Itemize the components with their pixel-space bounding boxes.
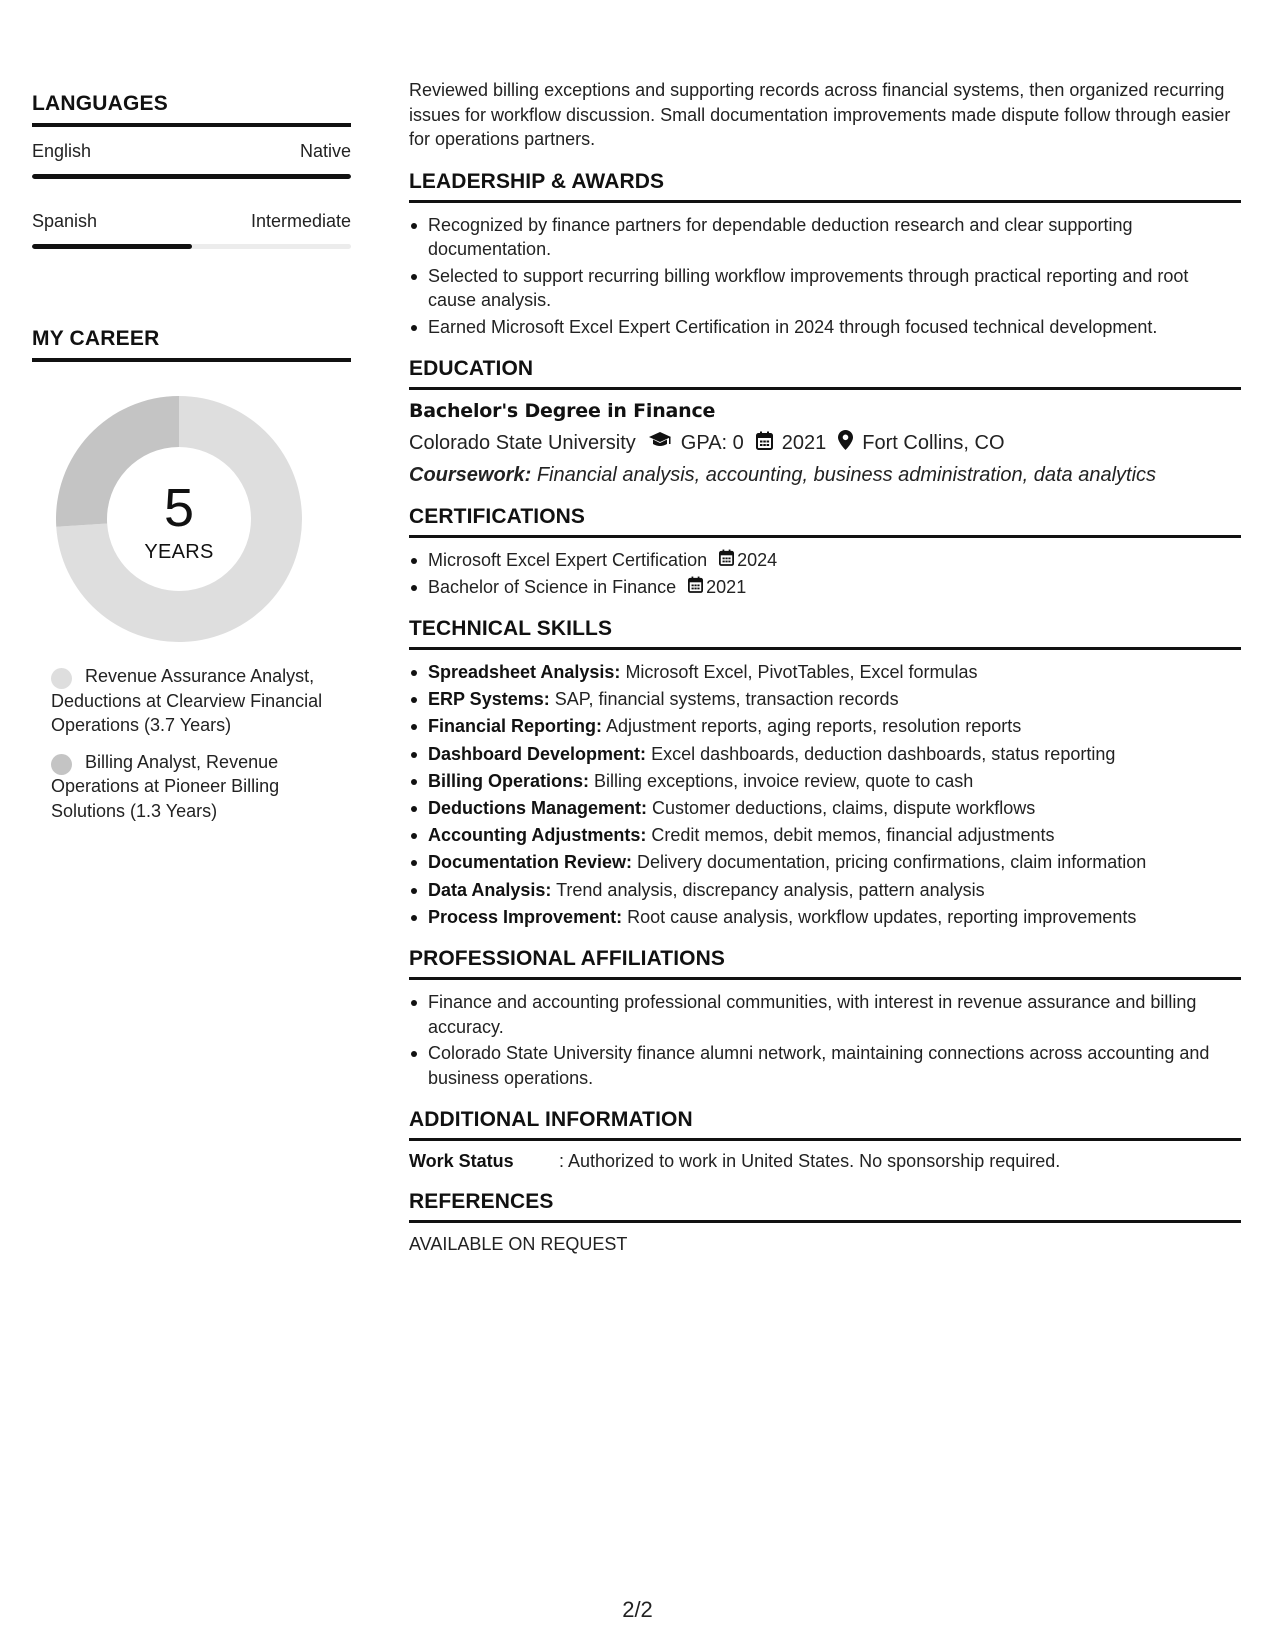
skill-item	[409, 769, 1241, 794]
skill-key: Accounting Adjustments:	[428, 825, 647, 846]
legend-dot-icon	[51, 754, 72, 775]
skill-value: Adjustment reports, aging reports, resolution reports	[606, 716, 1022, 737]
language-level: Native	[299, 141, 351, 161]
language-name: English	[32, 141, 92, 161]
skill-value: Customer deductions, claims, dispute workflows	[652, 797, 1036, 818]
language-proficiency-bar	[32, 174, 351, 179]
list-item: Selected to support recurring billing workflow improvements through practical reporting and root cause analysis.	[409, 264, 1241, 313]
skill-item	[409, 742, 1241, 767]
skill-value: Trend analysis, discrepancy analysis, pattern analysis	[556, 879, 985, 900]
career-donut-chart	[56, 396, 302, 642]
language-proficiency-fill	[32, 244, 192, 249]
skill-key: Process Improvement:	[428, 906, 623, 927]
language-item	[32, 141, 351, 179]
languages-list	[32, 141, 351, 249]
language-item	[32, 211, 351, 249]
education-degree: Bachelor's Degree in Finance	[409, 400, 716, 422]
skill-key: Deductions Management:	[428, 797, 648, 818]
references-heading: REFERENCES	[409, 1190, 1241, 1223]
certifications-list	[409, 548, 1241, 599]
career-legend-item	[51, 750, 341, 824]
list-item	[409, 548, 1241, 573]
experience-continued-text: Reviewed billing exceptions and supporting records across financial systems, then organized recurring issues for workflow discussion. Small documentation improvements made dispute follow through easier for operations partners.	[409, 80, 1231, 149]
skill-key: Billing Operations:	[428, 770, 590, 791]
work-status-label: Work Status	[409, 1151, 514, 1172]
references-text: AVAILABLE ON REQUEST	[409, 1234, 628, 1255]
list-item	[409, 575, 1241, 600]
coursework-label: Coursework:	[409, 464, 532, 486]
leadership-list	[409, 213, 1241, 340]
skill-item	[409, 687, 1241, 712]
career-total-unit: YEARS	[144, 540, 214, 563]
skill-item	[409, 660, 1241, 685]
skill-value: Credit memos, debit memos, financial adjustments	[651, 825, 1055, 846]
skill-key: Dashboard Development:	[428, 743, 647, 764]
graduation-cap-icon	[648, 431, 672, 455]
technical-skills-list	[409, 660, 1241, 929]
skill-item	[409, 823, 1241, 848]
work-status-value: : Authorized to work in United States. No sponsorship required.	[559, 1151, 1061, 1172]
skill-key: Documentation Review:	[428, 852, 633, 873]
language-proficiency-fill	[32, 174, 351, 179]
certifications-heading: CERTIFICATIONS	[409, 505, 1241, 538]
right-column	[409, 78, 1241, 1255]
legend-dot-icon	[51, 668, 72, 689]
skill-value: Billing exceptions, invoice review, quote to cash	[594, 770, 974, 791]
education-coursework	[409, 464, 1241, 487]
certification-name: Bachelor of Science in Finance	[428, 576, 677, 597]
career-role-label: Revenue Assurance Analyst, Deductions at Clearview Financial Operations (3.7 Years)	[51, 666, 323, 735]
language-proficiency-bar	[32, 244, 351, 249]
certification-year: 2021	[706, 576, 747, 597]
list-item: Recognized by finance partners for dependable deduction research and clear supporting documentation.	[409, 213, 1241, 262]
list-item: Finance and accounting professional communities, with interest in revenue assurance and billing accuracy.	[409, 990, 1241, 1039]
calendar-icon	[719, 548, 734, 573]
skill-item	[409, 878, 1241, 903]
skill-item	[409, 905, 1241, 930]
technical-skills-heading: TECHNICAL SKILLS	[409, 617, 1241, 650]
career-legend	[51, 664, 341, 823]
skill-value: Root cause analysis, workflow updates, reporting improvements	[627, 906, 1137, 927]
left-column	[32, 92, 351, 835]
education-heading: EDUCATION	[409, 357, 1241, 390]
career-legend-item	[51, 664, 341, 738]
education-year: 2021	[781, 431, 827, 454]
language-level: Intermediate	[250, 211, 351, 231]
certification-year: 2024	[737, 550, 778, 570]
skill-key: Financial Reporting:	[428, 716, 603, 737]
education-school: Colorado State University	[409, 431, 636, 454]
skill-value: SAP, financial systems, transaction records	[554, 689, 899, 710]
skill-item	[409, 850, 1241, 875]
work-status-row	[409, 1151, 1241, 1172]
language-name: Spanish	[32, 211, 98, 231]
career-role-label: Billing Analyst, Revenue Operations at Pioneer Billing Solutions (1.3 Years)	[51, 751, 280, 821]
skill-key: Data Analysis:	[428, 879, 552, 900]
education-gpa: GPA: 0	[680, 431, 744, 454]
coursework-text: Financial analysis, accounting, business administration, data analytics	[536, 464, 1157, 486]
career-heading: MY CAREER	[32, 327, 351, 362]
list-item: Colorado State University finance alumni network, maintaining connections across accounting and business operations.	[409, 1041, 1241, 1090]
skill-key: Spreadsheet Analysis:	[428, 662, 621, 682]
education-location: Fort Collins, CO	[862, 431, 1005, 454]
page-number: 2/2	[622, 1597, 653, 1622]
list-item: Earned Microsoft Excel Expert Certification in 2024 through focused technical development.	[409, 315, 1241, 340]
skill-value: Delivery documentation, pricing confirmations, claim information	[637, 852, 1147, 873]
certification-name: Microsoft Excel Expert Certification	[428, 550, 708, 570]
skill-key: ERP Systems:	[428, 689, 550, 710]
career-total-years: 5	[163, 477, 195, 538]
additional-info-heading: ADDITIONAL INFORMATION	[409, 1108, 1241, 1141]
leadership-heading: LEADERSHIP & AWARDS	[409, 170, 1241, 203]
skill-item	[409, 796, 1241, 821]
affiliations-list	[409, 990, 1241, 1090]
location-pin-icon	[838, 430, 853, 456]
education-details	[409, 430, 1241, 456]
affiliations-heading: PROFESSIONAL AFFILIATIONS	[409, 947, 1241, 980]
calendar-icon	[688, 575, 703, 600]
languages-heading: LANGUAGES	[32, 92, 351, 127]
skill-item	[409, 714, 1241, 739]
skill-value: Microsoft Excel, PivotTables, Excel formulas	[625, 662, 978, 682]
skill-value: Excel dashboards, deduction dashboards, status reporting	[651, 743, 1116, 764]
calendar-icon	[756, 431, 773, 456]
